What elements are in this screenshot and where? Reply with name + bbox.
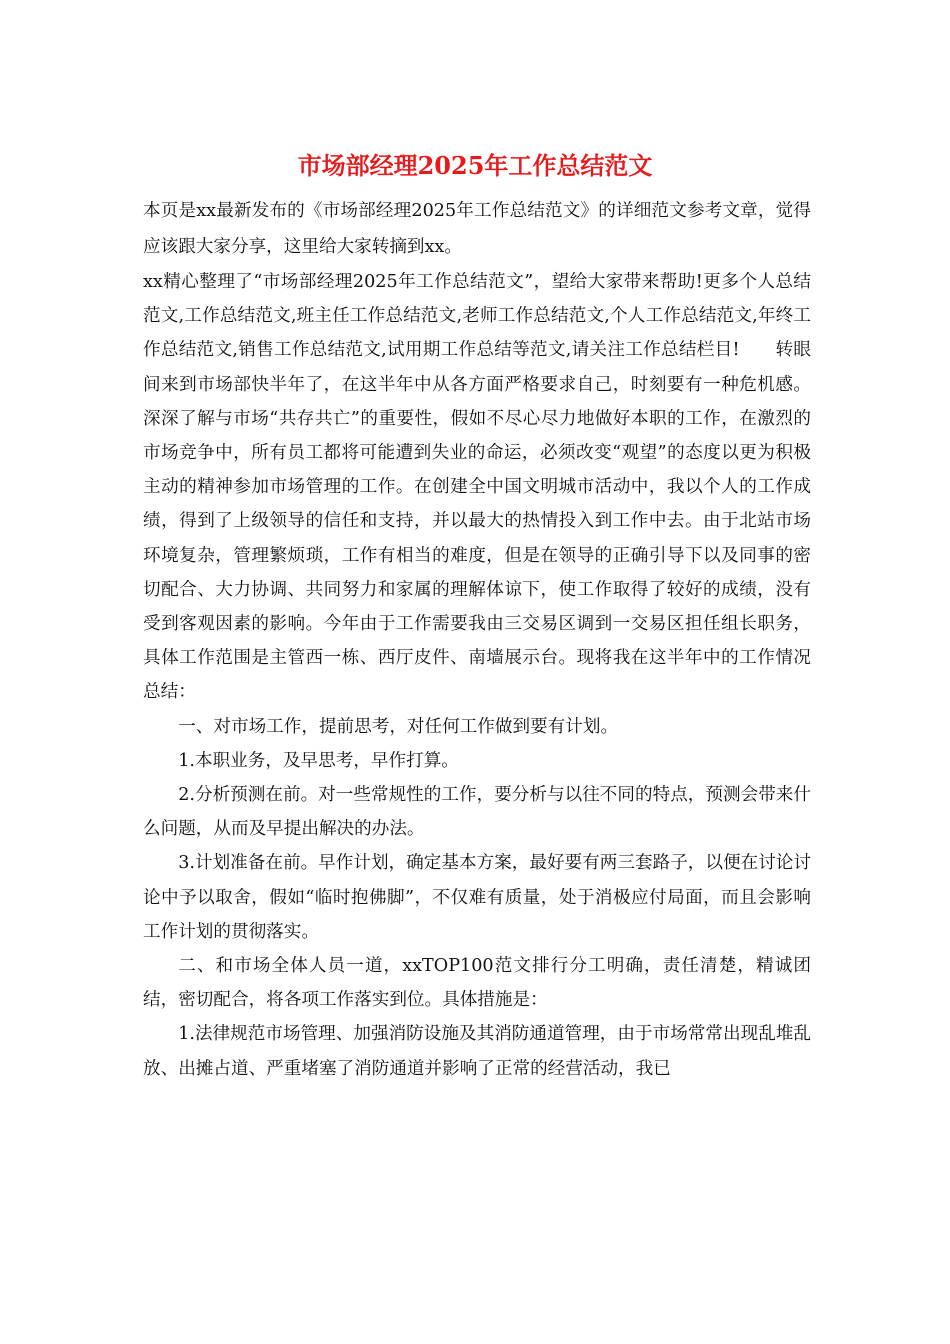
list-item: 2.分析预测在前。对一些常规性的工作，要分析与以往不同的特点，预测会带来什么问题，从而及早提出解决的办法。 xyxy=(143,785,811,840)
section-heading-2: 二、和市场全体人员一道，xxTOP100范文排行分工明确，责任清楚，精诚团结，密切配合，将各项工作落实到位。具体措施是： xyxy=(143,956,811,1011)
section-heading-1: 一、对市场工作，提前思考，对任何工作做到要有计划。 xyxy=(178,716,619,737)
main-paragraph: xx精心整理了“市场部经理2025年工作总结范文”，望给大家带来帮助!更多个人总结范文,工作总结范文,班主任工作总结范文,老师工作总结范文,个人工作总结范文,年终工作总结范文,销售工作总结范文,试用期工作总结等范文,请关注工作总结栏目! 转眼间来到市场部快半年了，在这半年中从各方面严格要求自己，时刻要有一种危机感。深深了解与市场“共存共亡”的重要性，假如不尽心尽力地做好本职的工作，在激烈的市场竞争中，所有员工都将可能遭到失业的命运，必须改变“观望”的态度以更为积极主动的精神参加市场管理的工作。在创建全中国文明城市活动中，我以个人的工作成绩，得到了上级领导的信任和支持，并以最大的热情投入到工作中去。由于北站市场环境复杂，管理繁烦琐，工作有相当的难度，但是在领导的正确引导下以及同事的密切配合、大力协调、共同努力和家属的理解体谅下，使工作取得了较好的成绩，没有受到客观因素的影响。今年由于工作需要我由三交易区调到一交易区担任组长职务，具体工作范围是主管西一栋、西厅皮件、南墙展示台。现将我在这半年中的工作情况总结： xyxy=(143,272,811,703)
list-item: 1.本职业务，及早思考，早作打算。 xyxy=(178,750,459,771)
document-body xyxy=(143,193,811,1086)
list-item: 1.法律规范市场管理、加强消防设施及其消防通道管理，由于市场常常出现乱堆乱放、出摊占道、严重堵塞了消防通道并影响了正常的经营活动，我已 xyxy=(143,1024,811,1079)
document-title: 市场部经理2025年工作总结范文 xyxy=(297,151,653,180)
list-item: 3.计划准备在前。早作计划，确定基本方案，最好要有两三套路子，以便在讨论讨论中予以取舍，假如“临时抱佛脚”，不仅难有质量，处于消极应付局面，而且会影响工作计划的贯彻落实。 xyxy=(143,853,811,942)
intro-paragraph: 本页是xx最新发布的《市场部经理2025年工作总结范文》的详细范文参考文章，觉得应该跟大家分享，这里给大家转摘到xx。 xyxy=(143,201,811,257)
